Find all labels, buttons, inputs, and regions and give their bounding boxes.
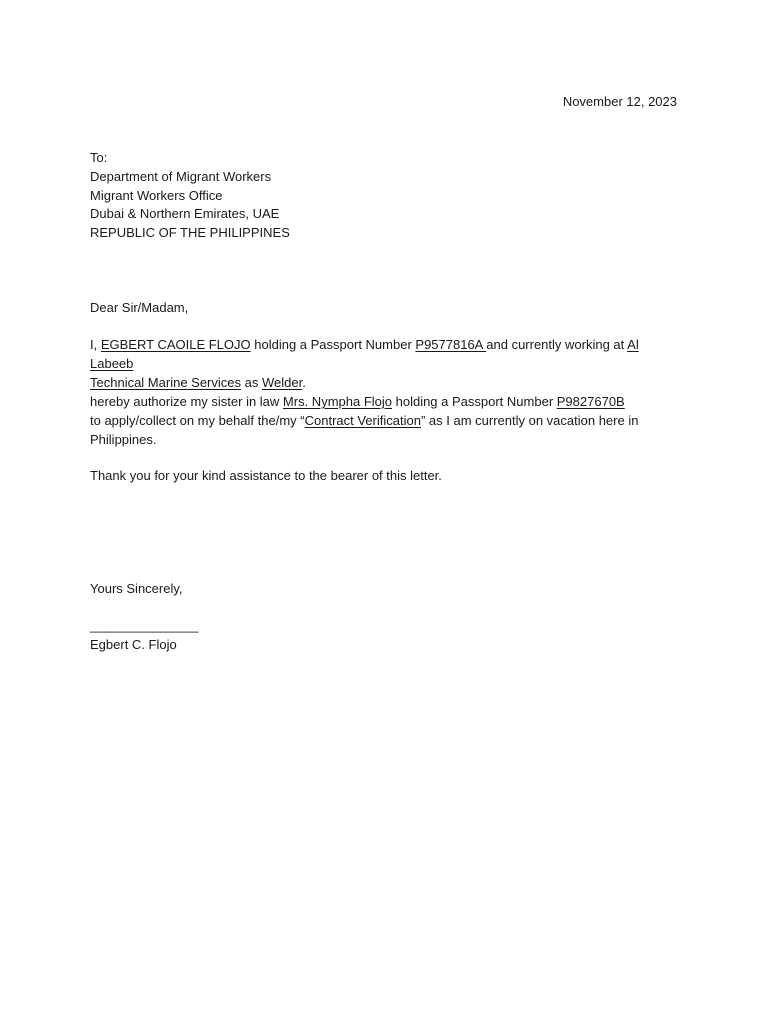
employer-name-part2: Technical Marine Services bbox=[90, 374, 242, 390]
para1-text-3: and currently working at bbox=[486, 337, 628, 352]
closing: Yours Sincerely, bbox=[90, 581, 183, 596]
para2-text-2: holding a Passport Number bbox=[392, 394, 557, 409]
signature-line: _______________ bbox=[90, 618, 199, 633]
representative-name: Mrs. Nympha Flojo bbox=[282, 394, 392, 409]
para1-text-1: I, bbox=[90, 337, 101, 352]
applicant-passport-number: P9577816A bbox=[415, 337, 487, 352]
signatory-name: Egbert C. Flojo bbox=[90, 637, 177, 652]
letter-date: November 12, 2023 bbox=[562, 94, 677, 109]
para2-text-1: hereby authorize my sister in law bbox=[90, 394, 283, 409]
recipient-line-location: Dubai & Northern Emirates, UAE bbox=[90, 206, 280, 222]
para1-text-2: holding a Passport Number bbox=[250, 337, 416, 352]
recipient-line-country: REPUBLIC OF THE PHILIPPINES bbox=[90, 225, 290, 241]
para2-text-5: Philippines. bbox=[90, 431, 157, 447]
applicant-name: EGBERT CAOILE FLOJO bbox=[100, 337, 251, 352]
paragraph-declaration bbox=[90, 336, 680, 392]
para1-text-5: . bbox=[302, 374, 306, 390]
applicant-position: Welder bbox=[261, 374, 303, 390]
paragraph-authorization bbox=[90, 393, 680, 449]
para2-text-3: to apply/collect on my behalf the/my “ bbox=[90, 412, 305, 428]
paragraph-thanks: Thank you for your kind assistance to the bearer of this letter. bbox=[90, 468, 442, 483]
recipient-line-office: Migrant Workers Office bbox=[90, 187, 223, 203]
para1-text-4: as bbox=[241, 374, 262, 390]
employer-name-part1: Al Labeeb bbox=[90, 337, 639, 371]
recipient-block bbox=[90, 149, 690, 243]
requested-document: Contract Verification bbox=[304, 412, 421, 428]
para2-text-4: ” as I am currently on vacation here in bbox=[420, 412, 639, 428]
salutation: Dear Sir/Madam, bbox=[90, 300, 189, 315]
recipient-to-label: To: bbox=[90, 150, 108, 165]
representative-passport-number: P9827670B bbox=[556, 394, 625, 409]
recipient-line-department: Department of Migrant Workers bbox=[90, 168, 272, 184]
